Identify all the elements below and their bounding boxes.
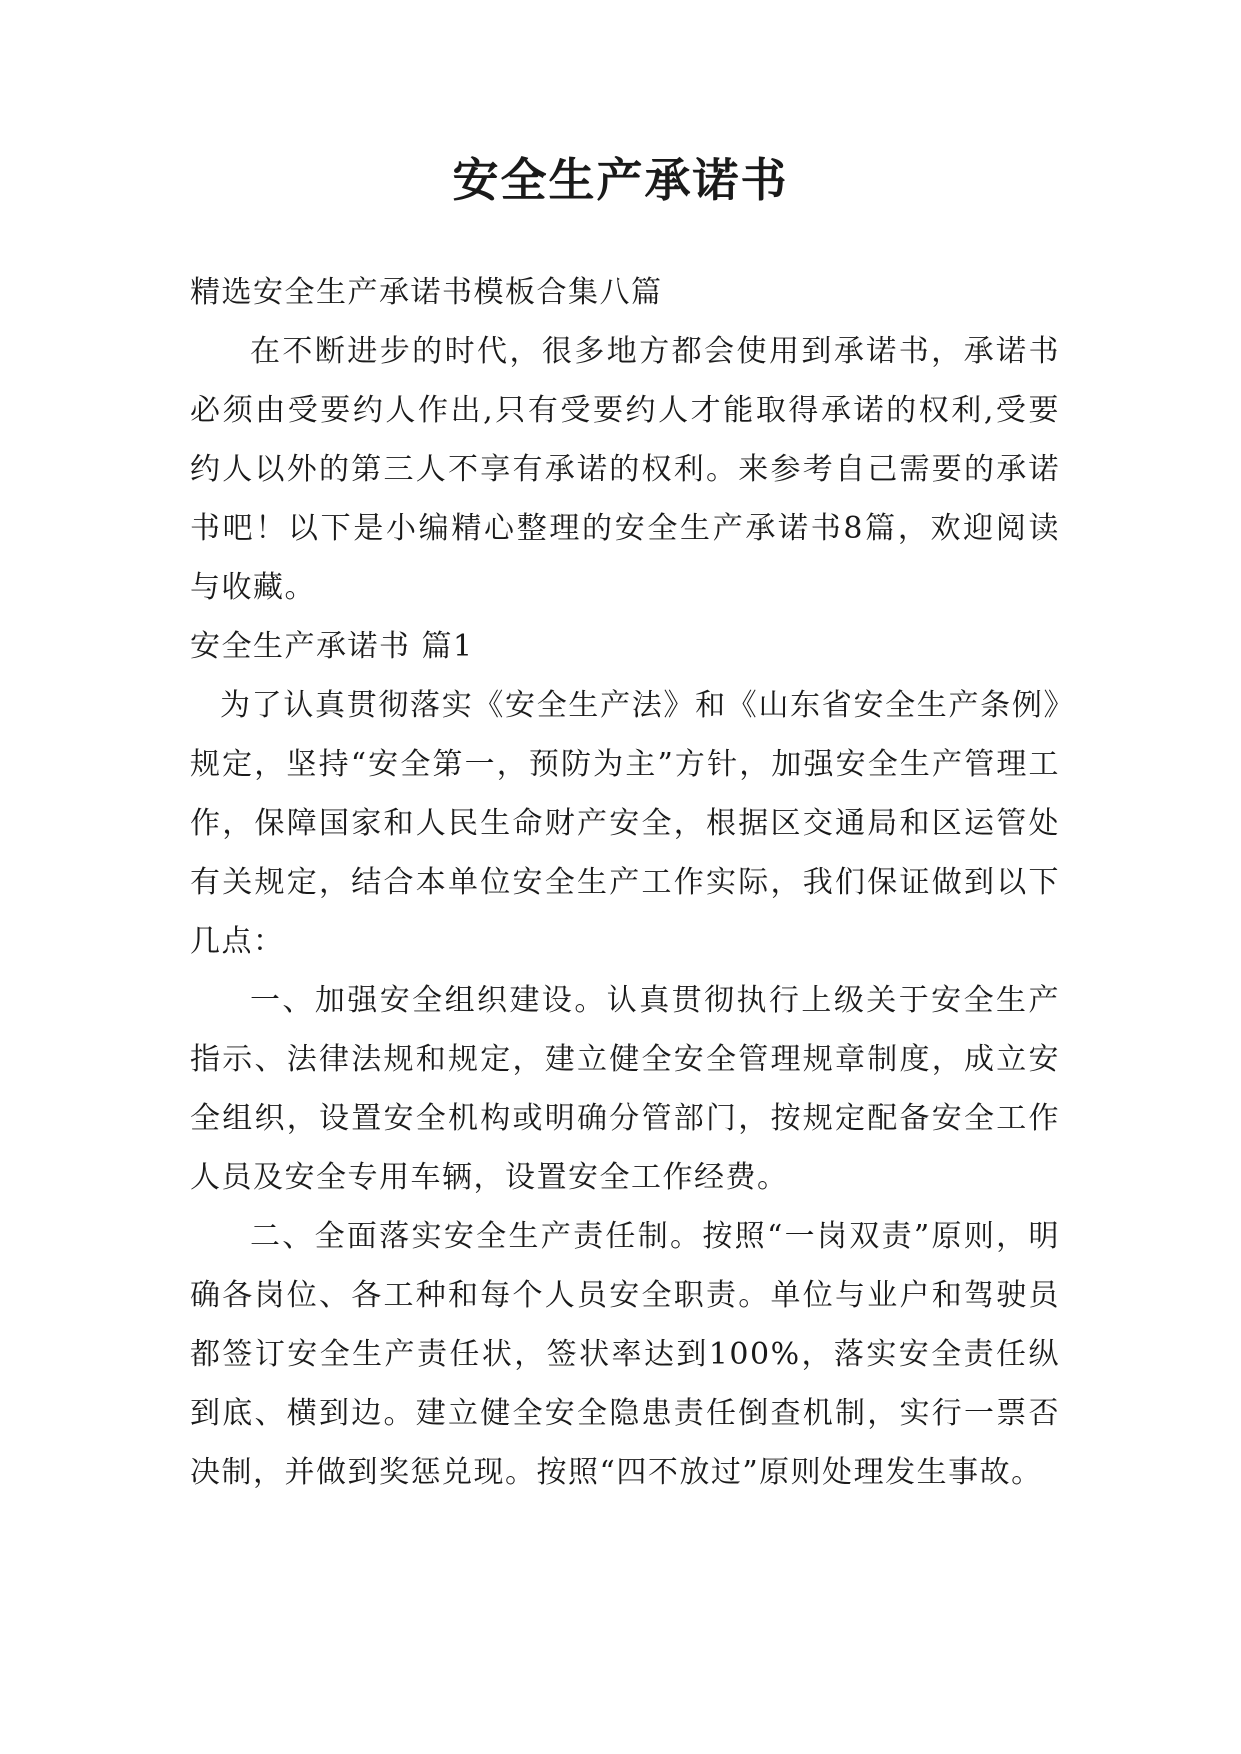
body-paragraph: 为了认真贯彻落实《安全生产法》和《山东省安全生产条例》规定，坚持“安全第一，预防为主”方针，加强安全生产管理工作，保障国家和人民生命财产安全，根据区交通局和区运管处有关规定，结合本单位安全生产工作实际，我们保证做到以下几点：: [190, 688, 1060, 959]
section-heading: 安全生产承诺书 篇1: [190, 629, 474, 664]
document-body: [190, 263, 1060, 1502]
body-paragraph: 二、全面落实安全生产责任制。按照“一岗双责”原则，明确各岗位、各工种和每个人员安全职责。单位与业户和驾驶员都签订安全生产责任状，签状率达到100%，落实安全责任纵到底、横到边。建立健全安全隐患责任倒查机制，实行一票否决制，并做到奖惩兑现。按照“四不放过”原则处理发生事故。: [190, 1219, 1060, 1490]
intro-paragraph: 在不断进步的时代，很多地方都会使用到承诺书，承诺书必须由受要约人作出,只有受要约人才能取得承诺的权利,受要约人以外的第三人不享有承诺的权利。来参考自己需要的承诺书吧！以下是小编精心整理的安全生产承诺书8篇，欢迎阅读与收藏。: [190, 334, 1060, 605]
body-paragraph: 一、加强安全组织建设。认真贯彻执行上级关于安全生产指示、法律法规和规定，建立健全安全管理规章制度，成立安全组织，设置安全机构或明确分管部门，按规定配备安全工作人员及安全专用车辆，设置安全工作经费。: [190, 983, 1060, 1195]
document-title: 安全生产承诺书: [452, 153, 789, 207]
document-subtitle: 精选安全生产承诺书模板合集八篇: [190, 275, 663, 310]
